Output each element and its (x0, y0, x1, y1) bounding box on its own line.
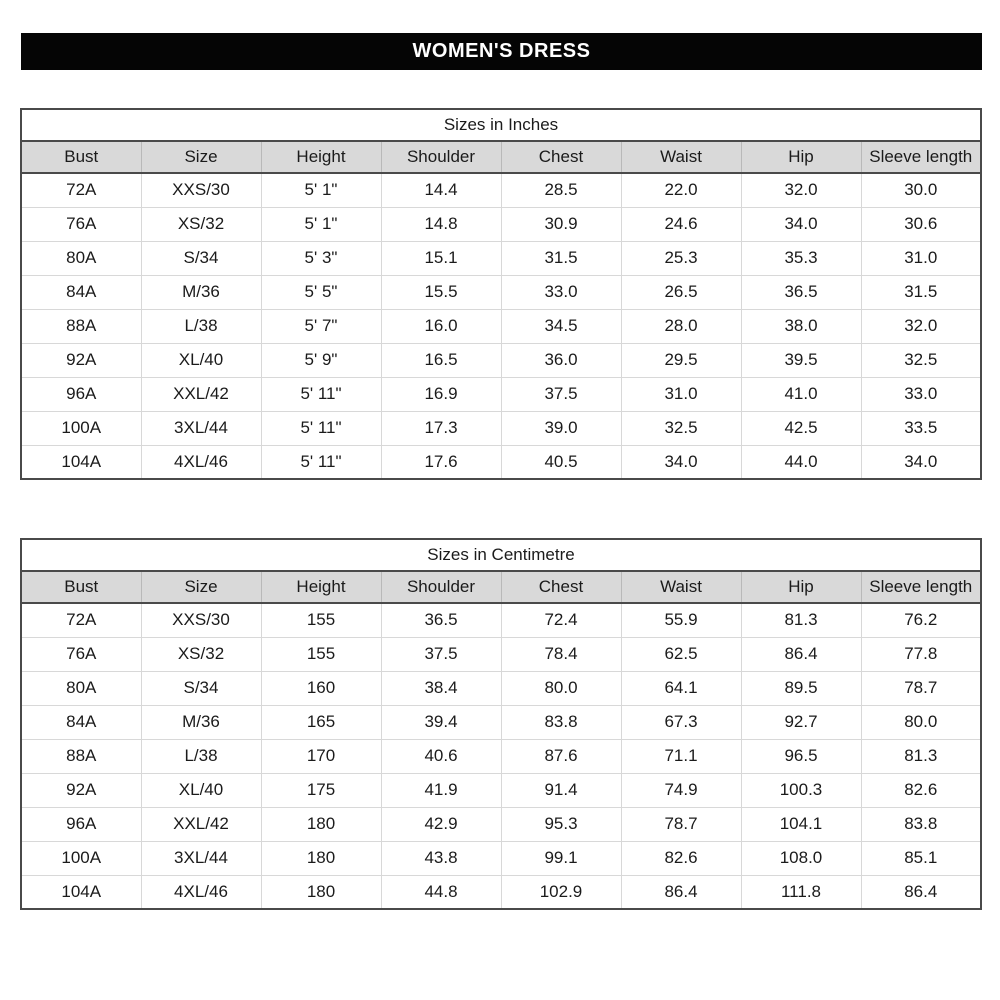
table-cell: 22.0 (621, 173, 741, 207)
table-cell: M/36 (141, 275, 261, 309)
table-row (21, 207, 981, 241)
table-cell: 39.0 (501, 411, 621, 445)
table-cell: 80A (21, 671, 141, 705)
table-cell: 28.5 (501, 173, 621, 207)
table-cell: 36.0 (501, 343, 621, 377)
table-cell: 72.4 (501, 603, 621, 637)
table-cell: 30.9 (501, 207, 621, 241)
table-cell: 34.0 (621, 445, 741, 479)
table-row (21, 603, 981, 637)
table-cell: 180 (261, 875, 381, 909)
table-cell: 88A (21, 739, 141, 773)
table-cell: 89.5 (741, 671, 861, 705)
sizes-in-inches-table (20, 108, 982, 480)
table-cell: 64.1 (621, 671, 741, 705)
table-cell: 38.4 (381, 671, 501, 705)
table-cell: S/34 (141, 671, 261, 705)
table-cell: 155 (261, 603, 381, 637)
table-cell: 3XL/44 (141, 841, 261, 875)
column-header: Chest (501, 141, 621, 173)
table-cell: 87.6 (501, 739, 621, 773)
table-cell: 17.3 (381, 411, 501, 445)
table-cell: 92.7 (741, 705, 861, 739)
table-cell: 33.0 (501, 275, 621, 309)
table-cell: 78.7 (621, 807, 741, 841)
column-header: Shoulder (381, 571, 501, 603)
table-cell: 82.6 (861, 773, 981, 807)
sizes-in-centimetre-table (20, 538, 982, 910)
table-cell: 71.1 (621, 739, 741, 773)
table-cell: 76A (21, 637, 141, 671)
table-row (21, 445, 981, 479)
table-cell: XL/40 (141, 773, 261, 807)
table-cell: 36.5 (381, 603, 501, 637)
table-cell: 100A (21, 411, 141, 445)
table-cell: 80.0 (861, 705, 981, 739)
table-cell: 76A (21, 207, 141, 241)
table-row (21, 411, 981, 445)
table-cell: 44.0 (741, 445, 861, 479)
table-cell: 41.0 (741, 377, 861, 411)
table-cell: 111.8 (741, 875, 861, 909)
table-cell: 96A (21, 377, 141, 411)
table-cell: 92A (21, 343, 141, 377)
table-cell: 83.8 (861, 807, 981, 841)
table-cell: 86.4 (741, 637, 861, 671)
table-cell: 78.4 (501, 637, 621, 671)
table-row (21, 705, 981, 739)
table-cell: 33.5 (861, 411, 981, 445)
table-cell: 14.8 (381, 207, 501, 241)
column-header: Height (261, 141, 381, 173)
table-cell: 5' 11" (261, 445, 381, 479)
column-header: Shoulder (381, 141, 501, 173)
table-cell: XXS/30 (141, 603, 261, 637)
table-cell: 5' 11" (261, 411, 381, 445)
table-cell: 31.5 (861, 275, 981, 309)
table-row (21, 309, 981, 343)
table-row (21, 841, 981, 875)
table-cell: 4XL/46 (141, 875, 261, 909)
table-caption: Sizes in Inches (21, 109, 981, 141)
table-row (21, 343, 981, 377)
column-header: Height (261, 571, 381, 603)
table-cell: 74.9 (621, 773, 741, 807)
table-cell: S/34 (141, 241, 261, 275)
table-cell: 160 (261, 671, 381, 705)
table-cell: 5' 3" (261, 241, 381, 275)
table-row (21, 241, 981, 275)
table-cell: 99.1 (501, 841, 621, 875)
table-cell: 100.3 (741, 773, 861, 807)
table-cell: 32.5 (861, 343, 981, 377)
table-cell: 34.5 (501, 309, 621, 343)
table-cell: 15.5 (381, 275, 501, 309)
table-cell: 81.3 (741, 603, 861, 637)
table-cell: XXL/42 (141, 377, 261, 411)
column-header: Chest (501, 571, 621, 603)
table-row (21, 773, 981, 807)
table-cell: 16.5 (381, 343, 501, 377)
table-cell: 96.5 (741, 739, 861, 773)
table-cell: 67.3 (621, 705, 741, 739)
table-cell: 85.1 (861, 841, 981, 875)
table-cell: 62.5 (621, 637, 741, 671)
column-header: Sleeve length (861, 141, 981, 173)
table-cell: 16.9 (381, 377, 501, 411)
table-cell: 104A (21, 445, 141, 479)
table-cell: 28.0 (621, 309, 741, 343)
table-cell: 34.0 (741, 207, 861, 241)
table-cell: 170 (261, 739, 381, 773)
table-cell: 96A (21, 807, 141, 841)
column-header: Hip (741, 141, 861, 173)
table-row (21, 739, 981, 773)
column-header: Size (141, 141, 261, 173)
table-cell: 31.0 (621, 377, 741, 411)
table-cell: 5' 1" (261, 173, 381, 207)
table-cell: 26.5 (621, 275, 741, 309)
table-cell: XS/32 (141, 207, 261, 241)
column-header: Hip (741, 571, 861, 603)
table-cell: 31.5 (501, 241, 621, 275)
table-caption-row (21, 109, 981, 141)
title-banner (21, 33, 982, 70)
table-cell: 16.0 (381, 309, 501, 343)
table-cell: 83.8 (501, 705, 621, 739)
column-header: Waist (621, 571, 741, 603)
table-cell: 5' 1" (261, 207, 381, 241)
table-cell: 95.3 (501, 807, 621, 841)
table-cell: 82.6 (621, 841, 741, 875)
table-cell: 15.1 (381, 241, 501, 275)
table-row (21, 275, 981, 309)
table-cell: L/38 (141, 309, 261, 343)
table-cell: 155 (261, 637, 381, 671)
table-cell: 81.3 (861, 739, 981, 773)
table-cell: 29.5 (621, 343, 741, 377)
table-cell: 76.2 (861, 603, 981, 637)
table-cell: 39.5 (741, 343, 861, 377)
table-cell: XL/40 (141, 343, 261, 377)
column-header: Size (141, 571, 261, 603)
table-cell: 24.6 (621, 207, 741, 241)
table-row (21, 807, 981, 841)
table-cell: 55.9 (621, 603, 741, 637)
table-cell: 86.4 (861, 875, 981, 909)
table-cell: 80A (21, 241, 141, 275)
table-cell: 104A (21, 875, 141, 909)
table-cell: 72A (21, 173, 141, 207)
table-cell: XS/32 (141, 637, 261, 671)
table-cell: 39.4 (381, 705, 501, 739)
table-cell: 77.8 (861, 637, 981, 671)
table-row (21, 875, 981, 909)
table-cell: 165 (261, 705, 381, 739)
table-cell: 88A (21, 309, 141, 343)
table-row (21, 173, 981, 207)
table-cell: 14.4 (381, 173, 501, 207)
table-cell: 72A (21, 603, 141, 637)
table-cell: 104.1 (741, 807, 861, 841)
table-cell: M/36 (141, 705, 261, 739)
table-cell: 32.5 (621, 411, 741, 445)
table-cell: 5' 5" (261, 275, 381, 309)
table-cell: 35.3 (741, 241, 861, 275)
column-header: Sleeve length (861, 571, 981, 603)
table-cell: 42.9 (381, 807, 501, 841)
table-caption: Sizes in Centimetre (21, 539, 981, 571)
table-cell: 108.0 (741, 841, 861, 875)
table-cell: 5' 7" (261, 309, 381, 343)
table-cell: 36.5 (741, 275, 861, 309)
table-cell: 5' 11" (261, 377, 381, 411)
table-cell: 42.5 (741, 411, 861, 445)
table-cell: 17.6 (381, 445, 501, 479)
table-cell: 40.5 (501, 445, 621, 479)
table-cell: L/38 (141, 739, 261, 773)
table-cell: 32.0 (861, 309, 981, 343)
table-cell: XXS/30 (141, 173, 261, 207)
column-header: Waist (621, 141, 741, 173)
table-cell: 34.0 (861, 445, 981, 479)
table-cell: 38.0 (741, 309, 861, 343)
table-cell: 33.0 (861, 377, 981, 411)
table-cell: 25.3 (621, 241, 741, 275)
table-cell: 37.5 (381, 637, 501, 671)
table-cell: 43.8 (381, 841, 501, 875)
table-header-row (21, 571, 981, 603)
table-cell: 92A (21, 773, 141, 807)
table-cell: 86.4 (621, 875, 741, 909)
table-cell: 91.4 (501, 773, 621, 807)
column-header: Bust (21, 571, 141, 603)
page-title: WOMEN'S DRESS (412, 40, 591, 62)
table-cell: 180 (261, 841, 381, 875)
table-caption-row (21, 539, 981, 571)
table-row (21, 637, 981, 671)
table-cell: 30.6 (861, 207, 981, 241)
table-cell: 32.0 (741, 173, 861, 207)
table-cell: XXL/42 (141, 807, 261, 841)
table-cell: 41.9 (381, 773, 501, 807)
column-header: Bust (21, 141, 141, 173)
table-cell: 78.7 (861, 671, 981, 705)
table-cell: 44.8 (381, 875, 501, 909)
table-cell: 102.9 (501, 875, 621, 909)
table-cell: 80.0 (501, 671, 621, 705)
table-row (21, 671, 981, 705)
table-cell: 40.6 (381, 739, 501, 773)
table-cell: 84A (21, 705, 141, 739)
table-cell: 180 (261, 807, 381, 841)
table-cell: 30.0 (861, 173, 981, 207)
table-cell: 84A (21, 275, 141, 309)
table-cell: 37.5 (501, 377, 621, 411)
table-cell: 5' 9" (261, 343, 381, 377)
table-cell: 100A (21, 841, 141, 875)
table-cell: 175 (261, 773, 381, 807)
table-cell: 3XL/44 (141, 411, 261, 445)
table-cell: 4XL/46 (141, 445, 261, 479)
table-cell: 31.0 (861, 241, 981, 275)
table-row (21, 377, 981, 411)
table-header-row (21, 141, 981, 173)
